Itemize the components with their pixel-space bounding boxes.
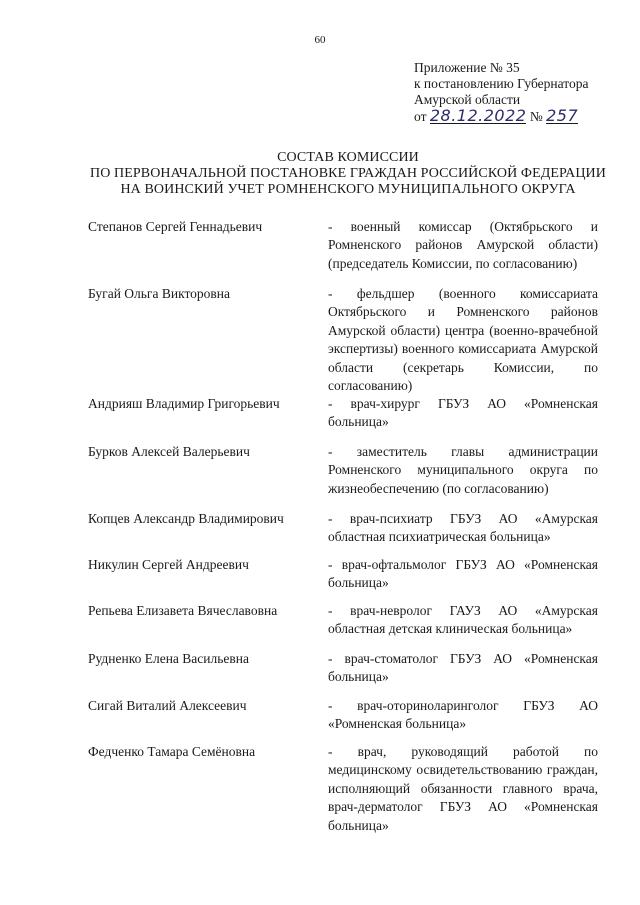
document-title	[88, 150, 608, 198]
member-name: Никулин Сергей Андреевич	[88, 557, 249, 572]
page-number: 60	[314, 34, 326, 46]
member-name: Рудненко Елена Васильевна	[88, 651, 249, 666]
member-role: - фельдшер (военного комиссариата Октябрьского и Ромненского районов Амурской области) центра (военно-врачебной экспертизы) военного комиссариата Амурской области (секретарь Комиссии, по согласованию)	[328, 286, 598, 394]
member-name: Степанов Сергей Геннадьевич	[88, 219, 263, 234]
member-role: - военный комиссар (Октябрьского и Ромненского районов Амурской области) (председатель Комиссии, по согласованию)	[328, 219, 598, 271]
handwritten-date: 28.12.2022	[429, 106, 527, 125]
handwritten-number: 257	[546, 106, 579, 125]
appendix-header	[414, 60, 614, 125]
member-role: - врач, руководящий работой по медицинскому освидетельствованию граждан, исполняющий обязанности главного врача, врач-дерматолог ГБУЗ АО «Ромненская больница»	[328, 744, 598, 833]
appendix-line-2: к постановлению Губернатора	[414, 76, 589, 91]
number-prefix: №	[529, 109, 543, 124]
member-role: - врач-стоматолог ГБУЗ АО «Ромненская больница»	[328, 651, 598, 685]
member-name: Сигай Виталий Алексеевич	[88, 698, 247, 713]
member-name: Репьева Елизавета Вячеславовна	[88, 603, 278, 618]
member-role: - врач-психиатр ГБУЗ АО «Амурская областная психиатрическая больница»	[328, 511, 598, 545]
member-name: Андрияш Владимир Григорьевич	[88, 396, 280, 411]
title-line-3: НА ВОИНСКИЙ УЧЕТ РОМНЕНСКОГО МУНИЦИПАЛЬНОГО ОКРУГА	[120, 182, 576, 197]
appendix-date-line	[414, 108, 614, 125]
member-name: Бурков Алексей Валерьевич	[88, 444, 250, 459]
member-role: - врач-офтальмолог ГБУЗ АО «Ромненская больница»	[328, 557, 598, 591]
member-role: - врач-невролог ГАУЗ АО «Амурская областная детская клиническая больница»	[328, 603, 598, 637]
member-name: Копцев Александр Владимирович	[88, 511, 284, 526]
appendix-line-3: Амурской области	[414, 92, 521, 107]
appendix-line-1: Приложение № 35	[414, 60, 520, 75]
member-role: - врач-оториноларинголог ГБУЗ АО «Ромненская больница»	[328, 698, 598, 732]
title-line-1: СОСТАВ КОМИССИИ	[277, 150, 419, 165]
title-line-2: ПО ПЕРВОНАЧАЛЬНОЙ ПОСТАНОВКЕ ГРАЖДАН РОССИЙСКОЙ ФЕДЕРАЦИИ	[90, 166, 606, 181]
member-name: Бугай Ольга Викторовна	[88, 286, 231, 301]
date-prefix: от	[414, 109, 427, 124]
member-name: Федченко Тамара Семёновна	[88, 744, 256, 759]
member-role: - врач-хирург ГБУЗ АО «Ромненская больница»	[328, 396, 598, 430]
member-role: - заместитель главы администрации Ромненского муниципального округа по жизнеобеспечению (по согласованию)	[328, 444, 598, 496]
